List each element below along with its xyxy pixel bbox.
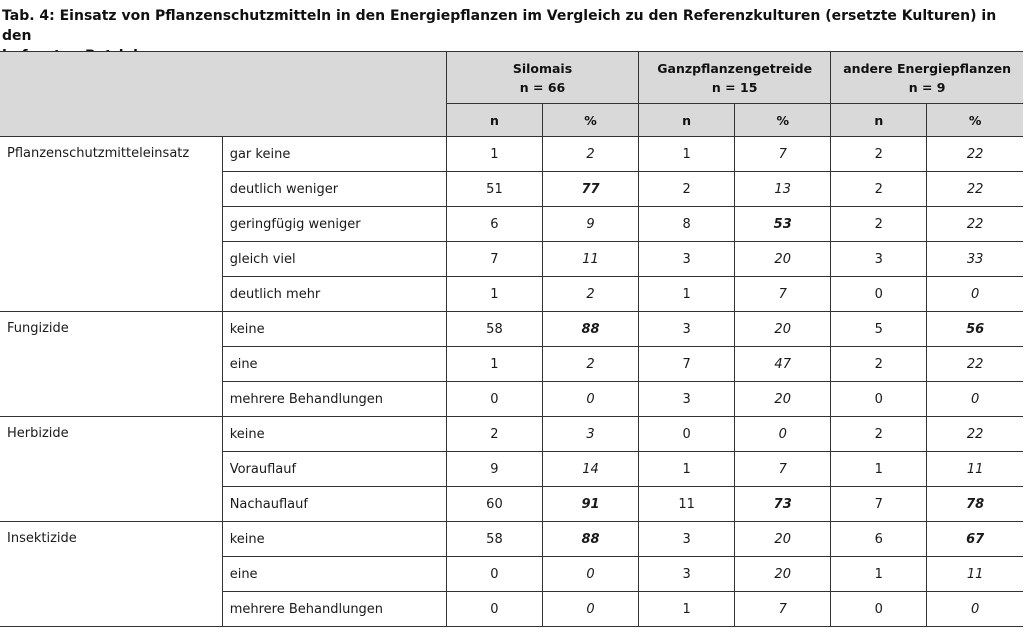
table-row (0, 137, 1023, 172)
cell-percent: 0 (542, 592, 638, 627)
cell-percent: 53 (735, 207, 831, 242)
cell-count: 2 (831, 137, 927, 172)
cell-percent: 0 (927, 382, 1023, 417)
cell-count: 6 (831, 522, 927, 557)
header-group-silomais (446, 52, 638, 104)
header-percent: % (542, 104, 638, 137)
cell-percent: 22 (927, 347, 1023, 382)
header-n: n (831, 104, 927, 137)
cell-count: 3 (639, 382, 735, 417)
data-table (0, 51, 1023, 627)
cell-count: 1 (446, 137, 542, 172)
cell-count: 3 (639, 557, 735, 592)
cell-percent: 56 (927, 312, 1023, 347)
group-count: n = 9 (908, 79, 946, 95)
row-label: eine (222, 347, 446, 382)
cell-percent: 0 (542, 557, 638, 592)
cell-count: 0 (446, 382, 542, 417)
row-label: mehrere Behandlungen (222, 382, 446, 417)
cell-percent: 11 (927, 452, 1023, 487)
cell-count: 3 (639, 242, 735, 277)
row-label: mehrere Behandlungen (222, 592, 446, 627)
cell-count: 7 (446, 242, 542, 277)
cell-percent: 7 (735, 592, 831, 627)
cell-percent: 11 (542, 242, 638, 277)
cell-count: 2 (831, 417, 927, 452)
table-body (0, 137, 1023, 627)
cell-percent: 22 (927, 417, 1023, 452)
cell-count: 1 (639, 592, 735, 627)
cell-percent: 2 (542, 137, 638, 172)
cell-count: 2 (446, 417, 542, 452)
row-label: keine (222, 522, 446, 557)
row-label: gar keine (222, 137, 446, 172)
cell-count: 58 (446, 522, 542, 557)
cell-percent: 3 (542, 417, 638, 452)
section-label: Herbizide (0, 417, 222, 522)
header-percent: % (735, 104, 831, 137)
cell-percent: 7 (735, 277, 831, 312)
cell-count: 1 (446, 277, 542, 312)
cell-count: 1 (639, 452, 735, 487)
cell-percent: 20 (735, 382, 831, 417)
cell-count: 0 (446, 592, 542, 627)
cell-percent: 20 (735, 242, 831, 277)
cell-percent: 22 (927, 172, 1023, 207)
section-label: Fungizide (0, 312, 222, 417)
cell-percent: 88 (542, 522, 638, 557)
cell-count: 9 (446, 452, 542, 487)
header-n: n (639, 104, 735, 137)
row-label: keine (222, 312, 446, 347)
cell-percent: 47 (735, 347, 831, 382)
cell-count: 58 (446, 312, 542, 347)
cell-percent: 0 (735, 417, 831, 452)
cell-percent: 73 (735, 487, 831, 522)
section-label: Pflanzenschutzmitteleinsatz (0, 137, 222, 312)
cell-percent: 9 (542, 207, 638, 242)
cell-percent: 20 (735, 312, 831, 347)
header-percent: % (927, 104, 1023, 137)
cell-percent: 13 (735, 172, 831, 207)
table-row (0, 522, 1023, 557)
cell-count: 8 (639, 207, 735, 242)
header-group-ganzpflanzengetreide (639, 52, 831, 104)
table-header (0, 52, 1023, 137)
cell-percent: 33 (927, 242, 1023, 277)
cell-percent: 20 (735, 557, 831, 592)
cell-percent: 22 (927, 207, 1023, 242)
cell-percent: 7 (735, 137, 831, 172)
cell-percent: 88 (542, 312, 638, 347)
cell-count: 1 (831, 557, 927, 592)
header-group-andere-energiepflanzen (831, 52, 1023, 104)
cell-count: 0 (831, 277, 927, 312)
cell-count: 1 (446, 347, 542, 382)
cell-percent: 0 (927, 592, 1023, 627)
group-name: Ganzpflanzengetreide (657, 60, 813, 76)
cell-count: 60 (446, 487, 542, 522)
group-name: Silomais (512, 60, 573, 76)
cell-count: 6 (446, 207, 542, 242)
cell-count: 3 (639, 312, 735, 347)
row-label: keine (222, 417, 446, 452)
cell-count: 2 (831, 347, 927, 382)
header-corner (0, 52, 446, 137)
cell-count: 11 (639, 487, 735, 522)
cell-count: 7 (831, 487, 927, 522)
cell-percent: 14 (542, 452, 638, 487)
row-label: eine (222, 557, 446, 592)
group-name: andere Energiepflanzen (843, 60, 1011, 76)
cell-count: 0 (639, 417, 735, 452)
row-label: Vorauflauf (222, 452, 446, 487)
cell-percent: 20 (735, 522, 831, 557)
cell-count: 2 (639, 172, 735, 207)
header-n: n (446, 104, 542, 137)
group-count: n = 66 (519, 79, 566, 95)
cell-percent: 0 (542, 382, 638, 417)
cell-count: 0 (446, 557, 542, 592)
cell-percent: 0 (927, 277, 1023, 312)
row-label: deutlich weniger (222, 172, 446, 207)
section-label: Insektizide (0, 522, 222, 627)
table-row (0, 417, 1023, 452)
caption-line-1: Tab. 4: Einsatz von Pflanzenschutzmitteln in den Energiepflanzen im Vergleich zu den Referenzkulturen (ersetzte Kulturen) in den (2, 8, 997, 44)
row-label: Nachauflauf (222, 487, 446, 522)
cell-percent: 11 (927, 557, 1023, 592)
cell-count: 51 (446, 172, 542, 207)
row-label: gleich viel (222, 242, 446, 277)
cell-count: 7 (639, 347, 735, 382)
cell-count: 1 (639, 137, 735, 172)
cell-percent: 7 (735, 452, 831, 487)
cell-count: 2 (831, 172, 927, 207)
cell-count: 3 (831, 242, 927, 277)
cell-count: 1 (831, 452, 927, 487)
cell-percent: 67 (927, 522, 1023, 557)
cell-count: 2 (831, 207, 927, 242)
row-label: geringfügig weniger (222, 207, 446, 242)
cell-count: 3 (639, 522, 735, 557)
cell-percent: 2 (542, 277, 638, 312)
cell-percent: 2 (542, 347, 638, 382)
table-row (0, 312, 1023, 347)
cell-count: 5 (831, 312, 927, 347)
cell-count: 0 (831, 592, 927, 627)
cell-percent: 91 (542, 487, 638, 522)
cell-percent: 78 (927, 487, 1023, 522)
cell-count: 1 (639, 277, 735, 312)
group-count: n = 15 (711, 79, 758, 95)
cell-percent: 22 (927, 137, 1023, 172)
row-label: deutlich mehr (222, 277, 446, 312)
cell-count: 0 (831, 382, 927, 417)
cell-percent: 77 (542, 172, 638, 207)
